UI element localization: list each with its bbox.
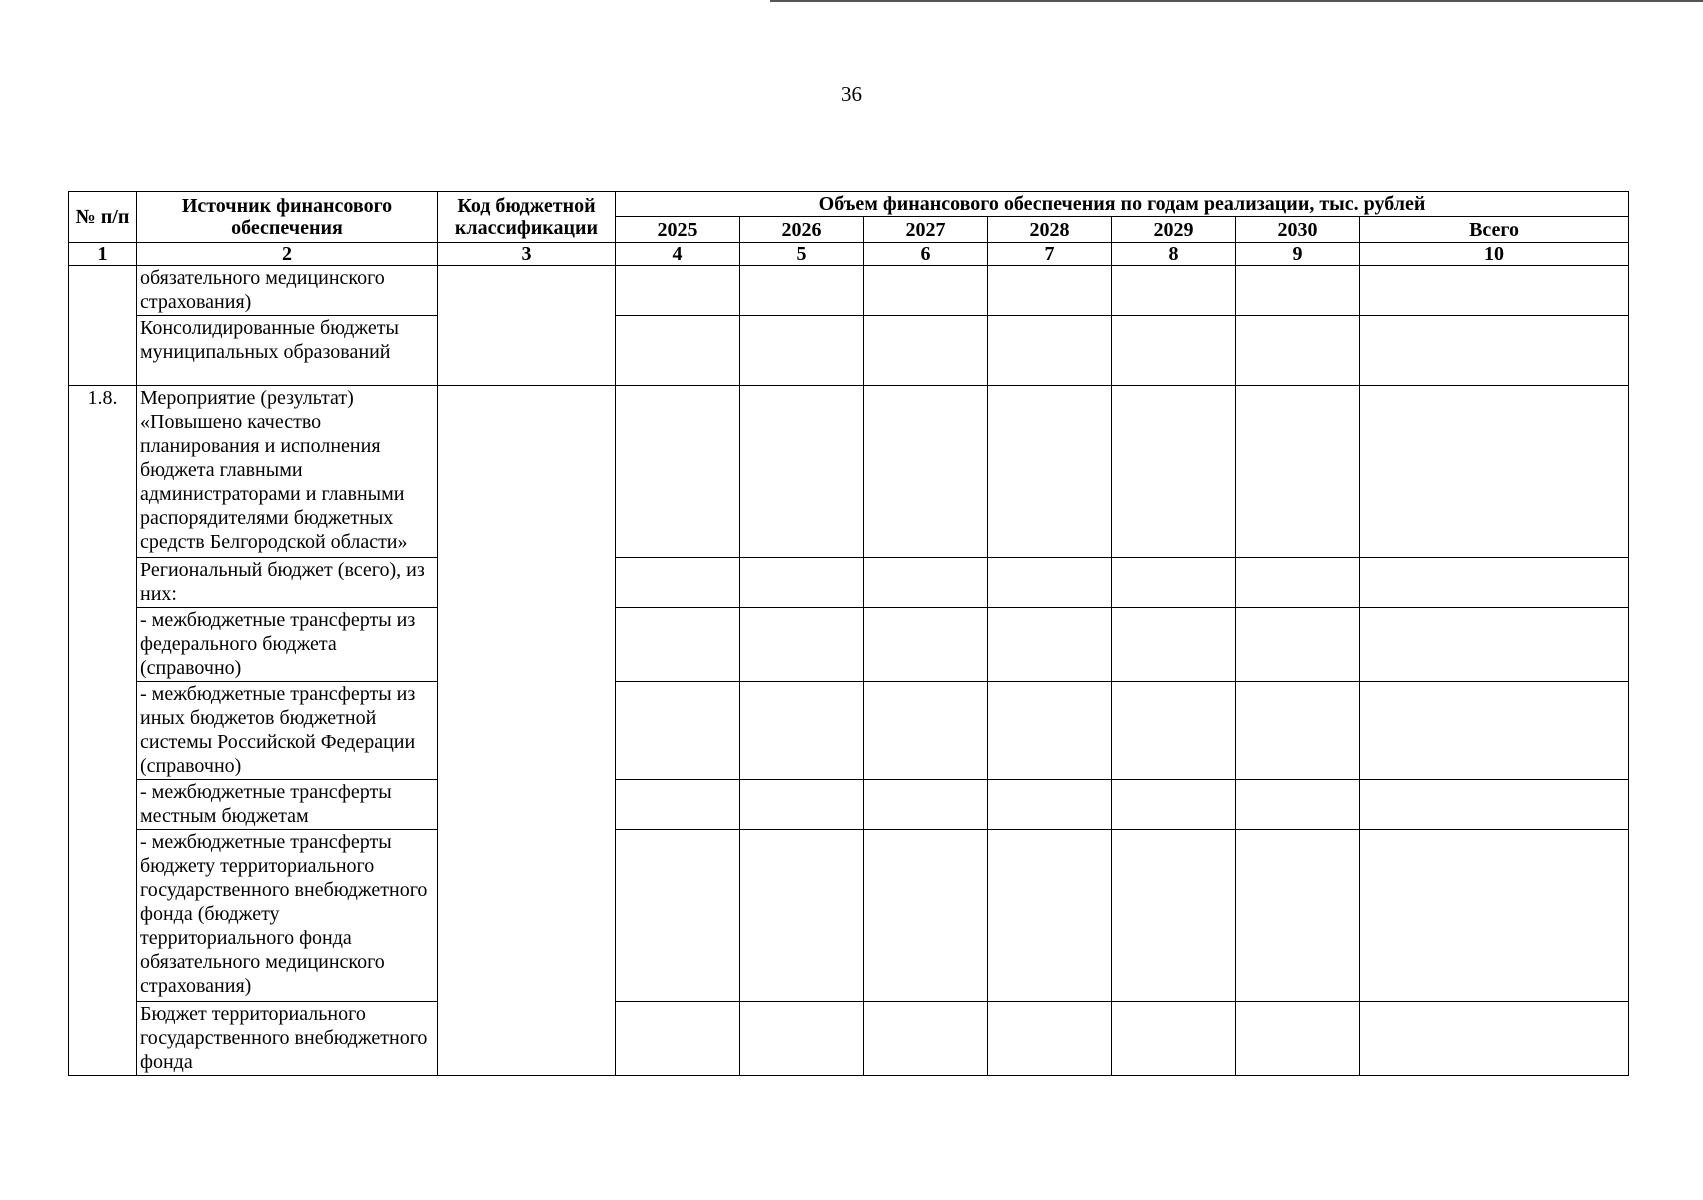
value-cell — [740, 316, 864, 386]
column-number: 10 — [1360, 243, 1629, 266]
value-cell — [1360, 608, 1629, 682]
scan-edge-line — [770, 0, 1703, 2]
value-cell — [740, 558, 864, 608]
value-cell — [1360, 1002, 1629, 1076]
value-cell — [1236, 266, 1360, 316]
header-year-2029: 2029 — [1112, 217, 1236, 243]
value-cell — [864, 386, 988, 558]
header-source: Источник финансового обеспечения — [137, 192, 438, 243]
value-cell — [988, 830, 1112, 1002]
value-cell — [616, 558, 740, 608]
value-cell — [1236, 682, 1360, 780]
row-number: 1.8. — [69, 386, 137, 1076]
value-cell — [1112, 316, 1236, 386]
row-number — [69, 266, 137, 386]
value-cell — [616, 830, 740, 1002]
value-cell — [616, 608, 740, 682]
value-cell — [1236, 1002, 1360, 1076]
row-source: - межбюджетные трансферты местным бюджетам — [137, 780, 438, 830]
value-cell — [740, 386, 864, 558]
value-cell — [1360, 558, 1629, 608]
table-row — [69, 316, 1629, 386]
value-cell — [1360, 830, 1629, 1002]
column-number: 1 — [69, 243, 137, 266]
table-row — [69, 608, 1629, 682]
value-cell — [988, 266, 1112, 316]
table-row — [69, 830, 1629, 1002]
value-cell — [1236, 316, 1360, 386]
table-row — [69, 386, 1629, 558]
value-cell — [988, 1002, 1112, 1076]
value-cell — [1112, 830, 1236, 1002]
value-cell — [616, 682, 740, 780]
column-number: 3 — [438, 243, 616, 266]
value-cell — [864, 558, 988, 608]
header-row-1 — [69, 192, 1629, 217]
value-cell — [616, 386, 740, 558]
value-cell — [616, 266, 740, 316]
value-cell — [616, 780, 740, 830]
table-row — [69, 558, 1629, 608]
value-cell — [1360, 386, 1629, 558]
value-cell — [1236, 780, 1360, 830]
table-row — [69, 682, 1629, 780]
table-row — [69, 780, 1629, 830]
row-source: - межбюджетные трансферты бюджету территориального государственного внебюджетного фонда (бюджету территориального фонда обязательного медицинского страхования) — [137, 830, 438, 1002]
value-cell — [1112, 386, 1236, 558]
value-cell — [740, 608, 864, 682]
column-number: 6 — [864, 243, 988, 266]
row-code — [438, 386, 616, 1076]
value-cell — [1112, 1002, 1236, 1076]
value-cell — [616, 1002, 740, 1076]
value-cell — [1236, 558, 1360, 608]
column-numbers-row — [69, 243, 1629, 266]
row-source: Региональный бюджет (всего), из них: — [137, 558, 438, 608]
value-cell — [1112, 780, 1236, 830]
column-number: 5 — [740, 243, 864, 266]
header-total: Всего — [1360, 217, 1629, 243]
value-cell — [864, 682, 988, 780]
budget-table — [68, 191, 1629, 1076]
value-cell — [1360, 780, 1629, 830]
value-cell — [864, 608, 988, 682]
header-year-2026: 2026 — [740, 217, 864, 243]
value-cell — [616, 316, 740, 386]
header-year-2027: 2027 — [864, 217, 988, 243]
table-row — [69, 266, 1629, 316]
value-cell — [1112, 682, 1236, 780]
value-cell — [1360, 682, 1629, 780]
value-cell — [864, 1002, 988, 1076]
value-cell — [1236, 830, 1360, 1002]
value-cell — [740, 682, 864, 780]
value-cell — [988, 386, 1112, 558]
row-code — [438, 266, 616, 386]
value-cell — [864, 266, 988, 316]
page-number: 36 — [841, 82, 862, 106]
column-number: 7 — [988, 243, 1112, 266]
header-year-2025: 2025 — [616, 217, 740, 243]
value-cell — [1112, 558, 1236, 608]
column-number: 4 — [616, 243, 740, 266]
row-source: - межбюджетные трансферты из иных бюджетов бюджетной системы Российской Федерации (справочно) — [137, 682, 438, 780]
value-cell — [1236, 386, 1360, 558]
header-year-2030: 2030 — [1236, 217, 1360, 243]
row-source: Бюджет территориального государственного внебюджетного фонда — [137, 1002, 438, 1076]
header-code: Код бюджетной классификации — [438, 192, 616, 243]
value-cell — [1112, 266, 1236, 316]
value-cell — [1360, 266, 1629, 316]
value-cell — [864, 830, 988, 1002]
value-cell — [740, 1002, 864, 1076]
value-cell — [988, 780, 1112, 830]
value-cell — [740, 266, 864, 316]
table-row — [69, 1002, 1629, 1076]
row-source: Мероприятие (результат) «Повышено качество планирования и исполнения бюджета главными администраторами и главными распорядителями бюджетных средств Белгородской области» — [137, 386, 438, 558]
column-number: 2 — [137, 243, 438, 266]
row-source: - межбюджетные трансферты из федерального бюджета (справочно) — [137, 608, 438, 682]
value-cell — [1236, 608, 1360, 682]
value-cell — [988, 682, 1112, 780]
value-cell — [988, 558, 1112, 608]
row-source: обязательного медицинского страхования) — [137, 266, 438, 316]
value-cell — [740, 780, 864, 830]
value-cell — [1112, 608, 1236, 682]
column-number: 9 — [1236, 243, 1360, 266]
value-cell — [740, 830, 864, 1002]
header-year-2028: 2028 — [988, 217, 1112, 243]
value-cell — [988, 608, 1112, 682]
header-num: № п/п — [69, 192, 137, 243]
value-cell — [864, 316, 988, 386]
header-volume: Объем финансового обеспечения по годам реализации, тыс. рублей — [616, 192, 1629, 217]
value-cell — [1360, 316, 1629, 386]
value-cell — [864, 780, 988, 830]
value-cell — [988, 316, 1112, 386]
row-source: Консолидированные бюджеты муниципальных образований — [137, 316, 438, 386]
column-number: 8 — [1112, 243, 1236, 266]
